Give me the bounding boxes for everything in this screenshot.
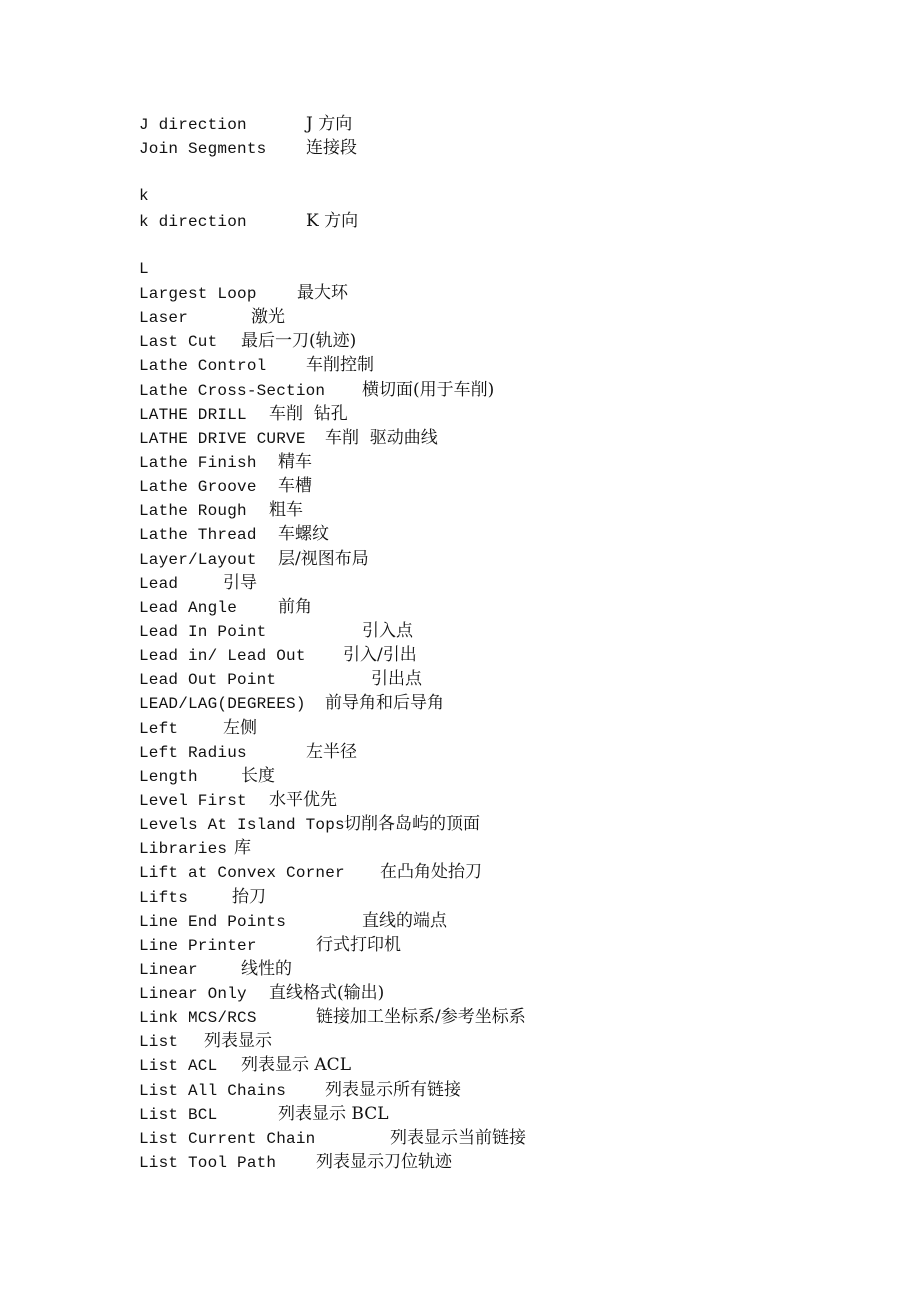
entry-translation: 列表显示所有链接: [325, 1079, 461, 1100]
entry-translation: 车螺纹: [278, 524, 329, 545]
entry-translation: 连接段: [306, 138, 357, 159]
entry-term: Left: [139, 719, 179, 738]
entry-translation: 列表显示 BCL: [278, 1103, 389, 1124]
entry-translation: 粗车: [269, 500, 303, 521]
glossary-entry: [139, 378, 879, 402]
entry-term: J direction: [139, 116, 247, 134]
entry-term: List BCL: [139, 1105, 218, 1124]
section-heading: k: [139, 187, 149, 206]
glossary-entry: [139, 498, 879, 522]
glossary-entry: [139, 764, 879, 788]
entry-term: Lead in/ Lead Out: [139, 647, 306, 666]
entry-term: Link MCS/RCS: [139, 1009, 257, 1028]
entry-translation: 列表显示当前链接: [390, 1127, 526, 1148]
glossary-entry: [139, 691, 879, 715]
entry-translation: 车削 驱动曲线: [325, 427, 438, 448]
entry-term: Lead: [139, 574, 179, 593]
entry-term: Lifts: [139, 888, 189, 907]
glossary-entry: [139, 281, 879, 305]
entry-translation: 水平优先: [269, 789, 337, 810]
entry-term: LATHE DRIVE CURVE: [139, 429, 306, 448]
entry-term: Layer/Layout: [139, 550, 257, 569]
entry-term: k direction: [139, 212, 247, 231]
entry-term: Lead Angle: [139, 598, 238, 617]
entry-translation: 前导角和后导角: [325, 693, 444, 714]
entry-translation: 长度: [241, 765, 275, 786]
entry-term: LEAD/LAG(DEGREES): [139, 695, 306, 714]
entry-term: Length: [139, 767, 198, 786]
glossary-entry: [139, 667, 879, 691]
glossary-entry: [139, 788, 879, 812]
entry-term: Last Cut: [139, 333, 218, 352]
glossary-entry: [139, 909, 879, 933]
entry-translation: 引入点: [362, 620, 413, 641]
entry-term: Libraries: [139, 840, 228, 859]
entry-term: Left Radius: [139, 743, 247, 762]
glossary-entry: [139, 522, 879, 546]
glossary-entry: [139, 981, 879, 1005]
entry-translation: 在凸角处抬刀: [380, 862, 482, 883]
entry-term: Linear: [139, 960, 198, 979]
entry-term: Lathe Cross-Section: [139, 381, 326, 400]
entry-term: Line End Points: [139, 912, 287, 931]
entry-translation: K 方向: [306, 210, 359, 231]
glossary-entry: [139, 547, 879, 571]
entry-term: Line Printer: [139, 936, 257, 955]
glossary-entry: [139, 957, 879, 981]
entry-translation: 引出点: [371, 669, 422, 690]
entry-translation: 库: [234, 838, 251, 859]
section-heading: L: [139, 259, 149, 278]
entry-term: LATHE DRILL: [139, 405, 247, 424]
glossary-entry: [139, 571, 879, 595]
glossary-entry: [139, 595, 879, 619]
glossary-entry: [139, 1150, 879, 1174]
entry-translation: 车削控制: [306, 355, 374, 376]
entry-term: Lift at Convex Corner: [139, 864, 345, 883]
entry-translation: 引入/引出: [343, 645, 417, 666]
section-gap: [139, 233, 879, 257]
entry-term: List Current Chain: [139, 1129, 316, 1148]
glossary-page: [139, 112, 879, 1174]
glossary-list: [139, 112, 879, 1174]
entry-translation: 抬刀: [232, 886, 266, 907]
entry-translation: 车削 钻孔: [269, 403, 348, 424]
glossary-entry: [139, 1078, 879, 1102]
glossary-entry: [139, 305, 879, 329]
entry-term: Lead In Point: [139, 622, 267, 641]
glossary-entry: [139, 1029, 879, 1053]
entry-term: List Tool Path: [139, 1154, 277, 1173]
entry-translation: 左侧: [223, 717, 257, 738]
entry-term: List ACL: [139, 1057, 218, 1076]
glossary-entry: [139, 112, 879, 136]
glossary-entry: [139, 474, 879, 498]
entry-translation: 列表显示: [204, 1031, 272, 1052]
entry-term: Largest Loop: [139, 284, 257, 303]
entry-term: Lathe Finish: [139, 453, 257, 472]
entry-translation: 横切面(用于车削): [362, 379, 495, 400]
entry-term: Level First: [139, 791, 247, 810]
glossary-entry: [139, 1102, 879, 1126]
section-gap: [139, 160, 879, 184]
entry-term: Lathe Rough: [139, 502, 247, 521]
entry-term: Lathe Thread: [139, 526, 257, 545]
glossary-entry: [139, 885, 879, 909]
entry-term: List All Chains: [139, 1081, 287, 1100]
glossary-entry: [139, 402, 879, 426]
entry-translation: 行式打印机: [316, 934, 401, 955]
entry-translation: 切削各岛屿的顶面: [344, 814, 480, 835]
glossary-entry: [139, 619, 879, 643]
glossary-entry: [139, 426, 879, 450]
entry-translation: 引导: [223, 572, 257, 593]
glossary-entry: [139, 450, 879, 474]
glossary-entry: [139, 933, 879, 957]
entry-term: Levels At Island Tops: [139, 816, 345, 835]
entry-term: Join Segments: [139, 140, 267, 159]
entry-translation: 线性的: [241, 958, 292, 979]
entry-translation: 激光: [251, 307, 285, 328]
glossary-entry: [139, 329, 879, 353]
entry-translation: 直线的端点: [362, 910, 447, 931]
glossary-entry: [139, 716, 879, 740]
glossary-entry: [139, 740, 879, 764]
entry-translation: 列表显示 ACL: [241, 1055, 351, 1076]
entry-term: Lead Out Point: [139, 671, 277, 690]
entry-translation: 最大环: [297, 282, 348, 303]
entry-translation: 层/视图布局: [278, 548, 369, 569]
entry-translation: 链接加工坐标系/参考坐标系: [316, 1007, 526, 1028]
glossary-entry: [139, 643, 879, 667]
glossary-entry: [139, 136, 879, 160]
entry-translation: 列表显示刀位轨迹: [316, 1152, 452, 1173]
entry-term: Lathe Control: [139, 357, 267, 376]
glossary-entry: [139, 353, 879, 377]
entry-translation: 直线格式(输出): [269, 983, 385, 1004]
entry-term: Lathe Groove: [139, 478, 257, 497]
glossary-entry: [139, 1126, 879, 1150]
entry-translation: 左半径: [306, 741, 357, 762]
glossary-entry: [139, 860, 879, 884]
glossary-entry: [139, 812, 879, 836]
entry-term: Linear Only: [139, 985, 247, 1004]
entry-translation: 车槽: [278, 476, 312, 497]
entry-translation: 精车: [278, 451, 312, 472]
entry-term: Laser: [139, 309, 189, 328]
entry-term: List: [139, 1033, 179, 1052]
glossary-entry: [139, 1005, 879, 1029]
glossary-entry: [139, 1053, 879, 1077]
glossary-entry: [139, 209, 879, 233]
entry-translation: 最后一刀(轨迹): [241, 331, 357, 352]
glossary-entry: [139, 836, 879, 860]
entry-translation: 前角: [278, 596, 312, 617]
entry-translation: J 方向: [306, 114, 353, 134]
